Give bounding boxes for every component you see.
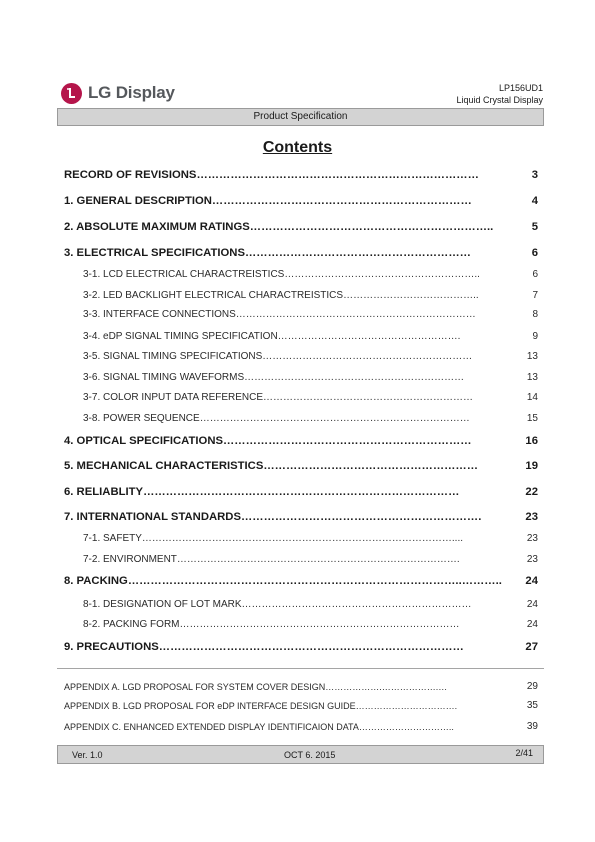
toc-subentry[interactable] [0,330,595,344]
toc-entry[interactable] [0,435,595,449]
toc-subentry[interactable] [0,371,595,385]
toc-entry-page: 27 [525,641,538,653]
toc-entry-page: 4 [531,195,538,207]
toc-entry-title: 3. ELECTRICAL SPECIFICATIONS…………………………………………………… [64,247,471,259]
toc-entry-page: 19 [525,460,538,472]
toc-entry-page: 22 [525,486,538,498]
divider [57,668,544,669]
toc-entry-title: 8. PACKING……………………………………………………………………………..……….. [64,575,502,587]
brand-name: LG Display [88,83,175,102]
toc-entry[interactable] [0,195,595,209]
toc-entry[interactable] [0,247,595,261]
toc-entry[interactable] [0,221,595,235]
toc-entry[interactable] [0,511,595,525]
toc-entry-title: 8-2. PACKING FORM………………………………………………………………………… [83,619,460,630]
toc-subentry[interactable] [0,391,595,405]
toc-appendix[interactable] [0,720,595,734]
toc-entry-title: 7-2. ENVIRONMENT…………………………………………………………………………. [83,554,460,565]
toc-entry[interactable] [0,575,595,589]
toc-entry-page: 14 [526,392,538,403]
toc-entry-title: 3-4. eDP SIGNAL TIMING SPECIFICATION………………………………………………. [83,331,461,342]
toc-subentry[interactable] [0,412,595,426]
toc-entry-page: 13 [526,372,538,383]
lg-display-logo [61,81,175,105]
page-footer [57,745,544,764]
toc-subentry[interactable] [0,532,595,546]
page-number: 2/41 [515,748,533,758]
toc-subentry[interactable] [0,553,595,567]
toc-entry-page: 8 [532,309,538,320]
toc-entry-page: 16 [525,435,538,447]
toc-entry-page: 6 [532,269,538,280]
toc-entry-page: 13 [526,351,538,362]
toc-appendix[interactable] [0,680,595,694]
toc-entry[interactable] [0,486,595,500]
page-title: Contents [262,139,333,156]
toc-entry[interactable] [0,460,595,474]
toc-entry-page: 5 [531,221,538,233]
toc-entry[interactable] [0,641,595,655]
toc-entry-page: 7 [532,290,538,301]
toc-entry-title: 3-8. POWER SEQUENCE……………………………………………………………………… [83,413,470,424]
toc-entry-title: 8-1. DESIGNATION OF LOT MARK…………………………………………………………… [83,599,472,610]
toc-entry-page: 23 [525,511,538,523]
toc-entry-title: 1. GENERAL DESCRIPTION…………………………………………………………… [64,195,472,207]
date-label: OCT 6. 2015 [284,750,336,760]
product-type: Liquid Crystal Display [456,94,543,105]
toc-entry-title: 9. PRECAUTIONS……………………………………………………………………… [64,641,464,653]
toc-entry-title: 3-6. SIGNAL TIMING WAVEFORMS………………………………………………………… [83,372,465,383]
toc-entry-page: 39 [526,721,538,732]
toc-subentry[interactable] [0,289,595,303]
product-spec-bar: Product Specification [57,108,544,126]
toc-entry[interactable] [0,169,595,183]
version-label: Ver. 1.0 [72,750,103,760]
toc-appendix[interactable] [0,699,595,713]
toc-subentry[interactable] [0,618,595,632]
header-product-info [456,83,543,106]
toc-entry-page: 35 [526,700,538,711]
toc-entry-page: 24 [526,599,538,610]
toc-entry-title: 3-1. LCD ELECTRICAL CHARACTREISTICS………………………………………………….. [83,269,480,280]
toc-entry-page: 24 [525,575,538,587]
toc-entry-title: 3-7. COLOR INPUT DATA REFERENCE……………………………………………………… [83,392,474,403]
toc-entry-title: 3-3. INTERFACE CONNECTIONS……………………………………………………………… [83,309,476,320]
toc-subentry[interactable] [0,350,595,364]
toc-entry-page: 23 [526,533,538,544]
toc-entry-title: 5. MECHANICAL CHARACTERISTICS………………………………………………… [64,460,479,472]
toc-entry-title: 7. INTERNATIONAL STANDARDS………………………………………………………. [64,511,482,523]
toc-entry-page: 6 [531,247,538,259]
toc-entry-title: RECORD OF REVISIONS………………………………………………………………… [64,169,479,181]
toc-entry-title: 4. OPTICAL SPECIFICATIONS………………………………………………………… [64,435,472,447]
toc-entry-title: 2. ABSOLUTE MAXIMUM RATINGS……………………………………………………….. [64,221,494,233]
toc-entry-title: APPENDIX B. LGD PROPOSAL FOR eDP INTERFACE DESIGN GUIDE……………………………. [64,701,458,711]
toc-entry-title: APPENDIX C. ENHANCED EXTENDED DISPLAY IDENTIFICAION DATA………………………….. [64,722,454,732]
toc-entry-title: 7-1. SAFETY………………………………………………………………………………….... [83,533,464,544]
toc-entry-page: 23 [526,554,538,565]
toc-entry-title: 3-5. SIGNAL TIMING SPECIFICATIONS……………………………………………………… [83,351,473,362]
model-number: LP156UD1 [498,83,543,93]
toc-entry-page: 15 [526,413,538,424]
toc-entry-title: APPENDIX A. LGD PROPOSAL FOR SYSTEM COVER DESIGN……………….……………….… [64,682,448,692]
toc-entry-page: 24 [526,619,538,630]
toc-entry-page: 29 [526,681,538,692]
toc-subentry[interactable] [0,308,595,322]
toc-entry-title: 3-2. LED BACKLIGHT ELECTRICAL CHARACTREISTICS………………………………….. [83,290,479,301]
toc-subentry[interactable] [0,598,595,612]
toc-entry-title: 6. RELIABLITY………………………………………………………………………… [64,486,460,498]
lg-logo-icon [61,83,82,104]
toc-entry-page: 9 [532,331,538,342]
toc-subentry[interactable] [0,268,595,282]
toc-entry-page: 3 [531,169,538,181]
